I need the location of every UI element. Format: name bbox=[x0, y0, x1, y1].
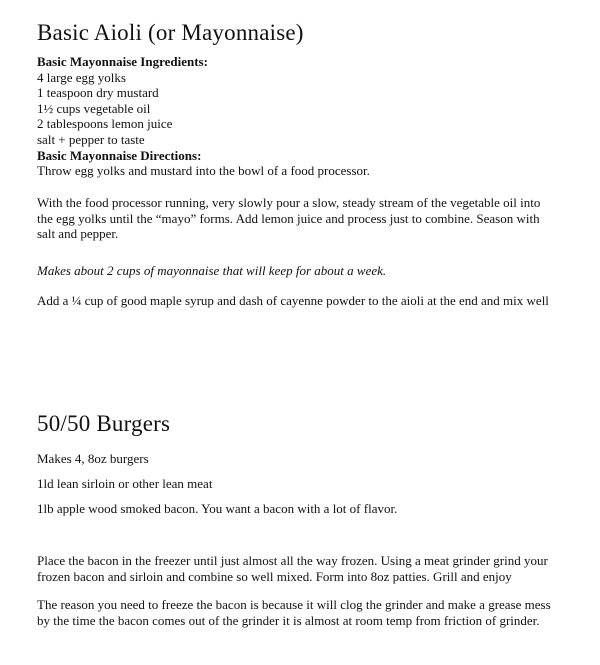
aioli-ingredients-block bbox=[37, 54, 370, 179]
burgers-method bbox=[37, 553, 548, 584]
ingredients-heading: Basic Mayonnaise Ingredients: bbox=[37, 54, 208, 69]
burgers-title: 50/50 Burgers bbox=[37, 411, 171, 436]
ingredient-item: 4 large egg yolks bbox=[37, 69, 126, 85]
aioli-directions-paragraph bbox=[37, 195, 540, 242]
aioli-maple-variation: Add a ¼ cup of good maple syrup and dash of cayenne powder to the aioli at the end and mix well bbox=[37, 293, 549, 308]
paragraph-line: The reason you need to freeze the bacon is because it will clog the grinder and make a grease mess bbox=[37, 597, 551, 612]
directions-heading: Basic Mayonnaise Directions: bbox=[37, 147, 202, 163]
paragraph-line: With the food processor running, very slowly pour a slow, steady stream of the vegetable oil into bbox=[37, 195, 541, 210]
directions-step: Throw egg yolks and mustard into the bowl of a food processor. bbox=[37, 163, 370, 179]
ingredient-item: 1½ cups vegetable oil bbox=[37, 100, 151, 116]
paragraph-line: frozen bacon and sirloin and combine so well mixed. Form into 8oz patties. Grill and enjoy bbox=[37, 568, 512, 584]
ingredient-item: 2 tablespoons lemon juice bbox=[37, 116, 173, 132]
paragraph-line: the egg yolks until the “mayo” forms. Add lemon juice and process just to combine. Season with bbox=[37, 210, 540, 226]
ingredient-item: salt + pepper to taste bbox=[37, 131, 145, 147]
paragraph-line: by the time the bacon comes out of the grinder it is almost at room temp from friction of grinder. bbox=[37, 612, 540, 628]
burgers-reason bbox=[37, 597, 551, 628]
paragraph-line: salt and pepper. bbox=[37, 226, 119, 242]
ingredient-item: 1 teaspoon dry mustard bbox=[37, 85, 159, 101]
burgers-sirloin: 1ld lean sirloin or other lean meat bbox=[37, 476, 213, 491]
burgers-yield: Makes 4, 8oz burgers bbox=[37, 451, 149, 466]
paragraph-line: Place the bacon in the freezer until just almost all the way frozen. Using a meat grinder grind your bbox=[37, 553, 548, 568]
burgers-bacon: 1lb apple wood smoked bacon. You want a bacon with a lot of flavor. bbox=[37, 501, 398, 516]
aioli-yield-note: Makes about 2 cups of mayonnaise that will keep for about a week. bbox=[37, 263, 387, 278]
aioli-title: Basic Aioli (or Mayonnaise) bbox=[37, 20, 304, 45]
